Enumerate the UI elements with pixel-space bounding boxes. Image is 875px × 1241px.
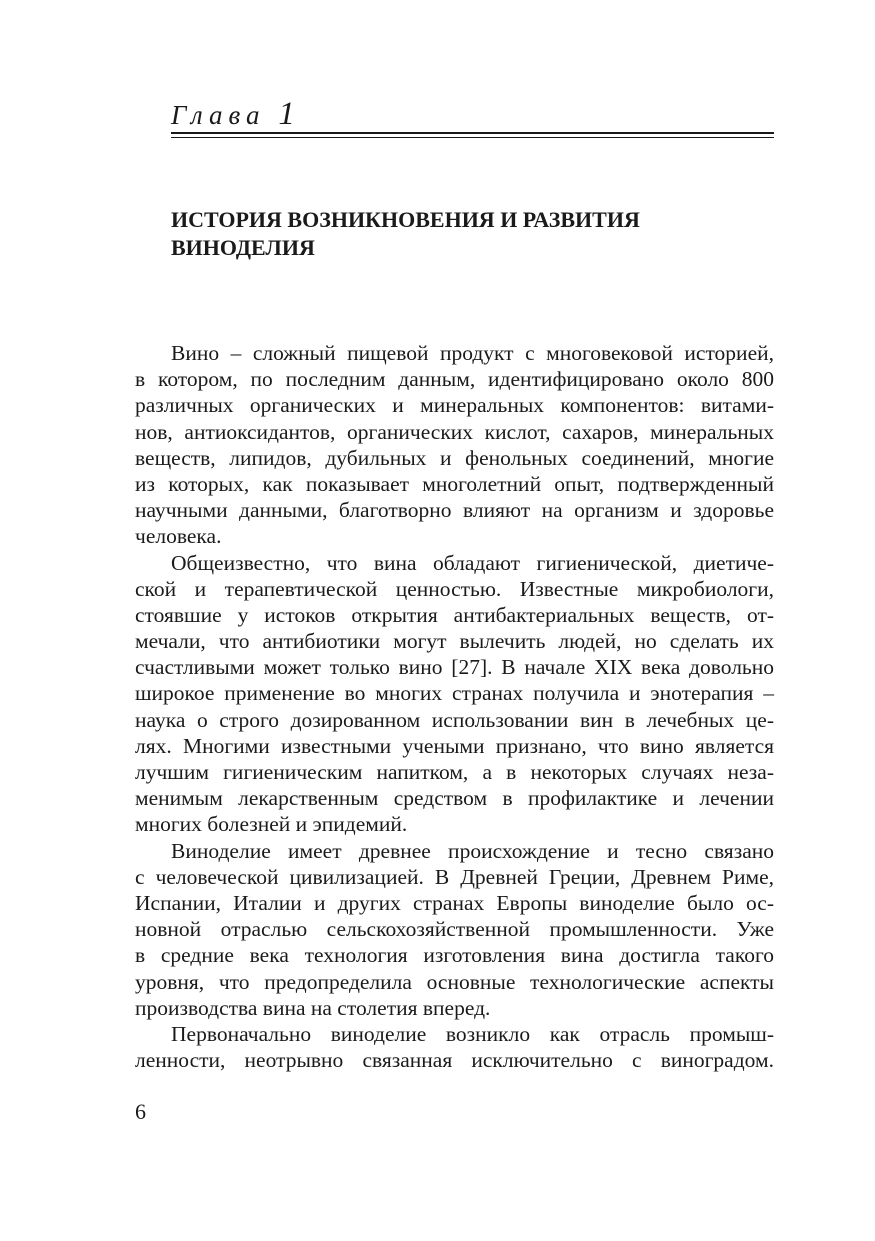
paragraph-line: нов, антиоксидантов, органических кислот, сахаров, минеральных [135,419,774,444]
paragraph-line: в средние века технология изготовления вина достигла такого [135,943,774,968]
paragraph [135,550,774,838]
paragraph-line: в котором, по последним данным, идентифицировано около 800 [135,367,774,392]
paragraph-line: производства вина на столетия вперед. [135,995,491,1020]
page-number: 6 [135,1099,146,1124]
paragraph-line: ской и терапевтической ценностью. Известные микробиологи, [135,576,774,601]
paragraph-line: с человеческой цивилизацией. В Древней Греции, Древнем Риме, [135,864,774,889]
body-text [135,340,774,1073]
paragraph-line: из которых, как показывает многолетний опыт, подтвержденный [135,471,774,496]
paragraph-line: мечали, что антибиотики могут вылечить людей, но сделать их [135,629,774,654]
paragraph-line: Общеизвестно, что вина обладают гигиенической, диетиче- [171,550,774,575]
paragraph-line: различных органических и минеральных компонентов: витами- [135,393,774,418]
paragraph-line: Вино – сложный пищевой продукт с многовековой историей, [171,341,774,365]
paragraph [135,340,774,550]
paragraph-line: многих болезней и эпидемий. [135,812,408,837]
paragraph-line: широкое применение во многих странах получила и энотерапия – [135,681,774,706]
header-rule-thick [171,132,774,134]
paragraph-line: лучшим гигиеническим напитком, а в некоторых случаях неза- [135,760,774,784]
paragraph-line: менимым лекарственным средством в профилактике и лечении [135,786,774,811]
chapter-label [171,96,774,132]
paragraph [135,1021,774,1073]
paragraph-line: стоявшие у истоков открытия антибактериальных веществ, от- [135,602,774,627]
chapter-header [171,96,774,138]
paragraph-line: счастливыми может только вино [27]. В начале XIX века довольно [135,655,774,680]
paragraph-line: ленности, неотрывно связанная исключительно с виноградом. [135,1048,774,1073]
chapter-word: Глава [171,100,266,130]
chapter-title-line: ВИНОДЕЛИЯ [171,235,315,260]
chapter-title-line: ИСТОРИЯ ВОЗНИКНОВЕНИЯ И РАЗВИТИЯ [171,207,640,232]
paragraph-line: Первоначально виноделие возникло как отрасль промыш- [171,1021,774,1046]
header-rule-thin [171,137,774,138]
paragraph-line: человека. [135,524,222,549]
chapter-number: 1 [278,96,295,132]
paragraph-line: научными данными, благотворно влияют на организм и здоровье [135,498,774,523]
paragraph-line: веществ, липидов, дубильных и фенольных соединений, многие [135,445,774,470]
paragraph-line: уровня, что предопределила основные технологические аспекты [135,969,774,994]
paragraph-line: Испании, Италии и других странах Европы виноделие было ос- [135,890,774,915]
paragraph-line: новной отраслью сельскохозяйственной промышленности. Уже [135,917,774,942]
paragraph-line: лях. Многими известными учеными признано, что вино является [135,733,774,758]
chapter-title [171,206,774,262]
paragraph-line: наука о строго дозированном использовании вин в лечебных це- [135,707,774,732]
paragraph [135,838,774,1021]
paragraph-line: Виноделие имеет древнее происхождение и тесно связано [171,838,774,863]
